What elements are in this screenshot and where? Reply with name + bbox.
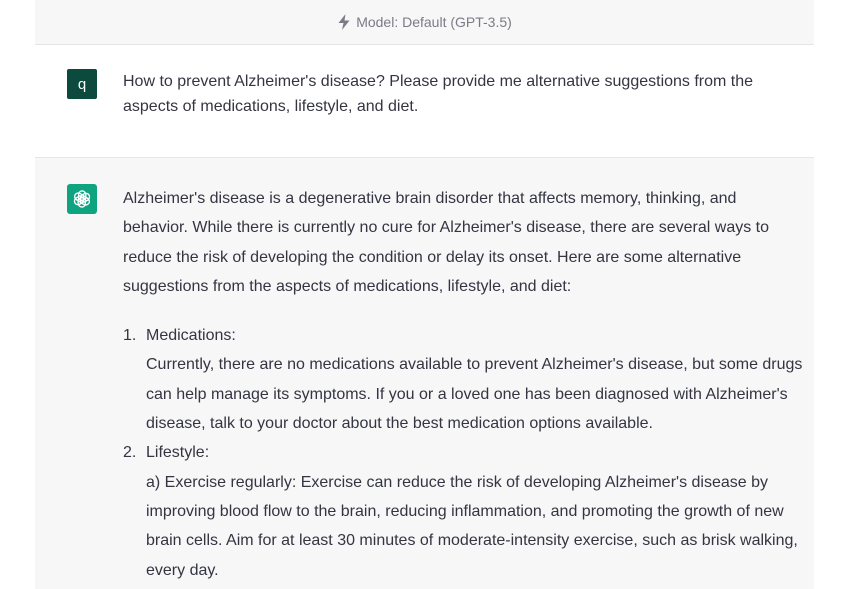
user-avatar: [67, 69, 97, 99]
chat-window: [35, 0, 814, 589]
assistant-intro: Alzheimer's disease is a degenerative brain disorder that affects memory, thinking, and behavior. While there is currently no cure for Alzheimer's disease, there are several ways to reduce the risk of developing the condition or delay its onset. Here are some alternative suggestions from the aspects of medications, lifestyle, and diet:: [123, 190, 770, 295]
user-message-text: How to prevent Alzheimer's disease? Please provide me alternative suggestions from the aspects of medications, lifestyle, and diet.: [123, 73, 754, 115]
model-label: Model: Default (GPT-3.5): [356, 14, 512, 30]
list-item: [123, 438, 803, 584]
list-item: [123, 321, 803, 438]
assistant-message: [35, 158, 814, 589]
model-indicator: [35, 0, 814, 45]
assistant-avatar: [67, 184, 97, 214]
assistant-message-text: [123, 184, 803, 585]
user-message: [35, 45, 814, 158]
user-avatar-letter: q: [77, 75, 87, 93]
suggestion-list: [123, 321, 803, 585]
list-item-number: 1.: [123, 327, 137, 345]
lightning-bolt-icon: [337, 14, 351, 30]
list-item-body: Currently, there are no medications available to prevent Alzheimer's disease, but some drugs can help manage its symptoms. If you or a loved one has been diagnosed with Alzheimer's disease, talk to your doctor about the best medication options available.: [146, 356, 803, 433]
list-item-number: 2.: [123, 444, 137, 462]
openai-logo-icon: [71, 188, 93, 210]
list-item-body: a) Exercise regularly: Exercise can reduce the risk of developing Alzheimer's disease by improving blood flow to the brain, reducing inflammation, and promoting the growth of new brain cells. Aim for at least 30 minutes of moderate-intensity exercise, such as brisk walking, every day.: [146, 473, 798, 579]
list-item-heading: Lifestyle:: [146, 444, 210, 462]
list-item-heading: Medications:: [146, 327, 236, 345]
